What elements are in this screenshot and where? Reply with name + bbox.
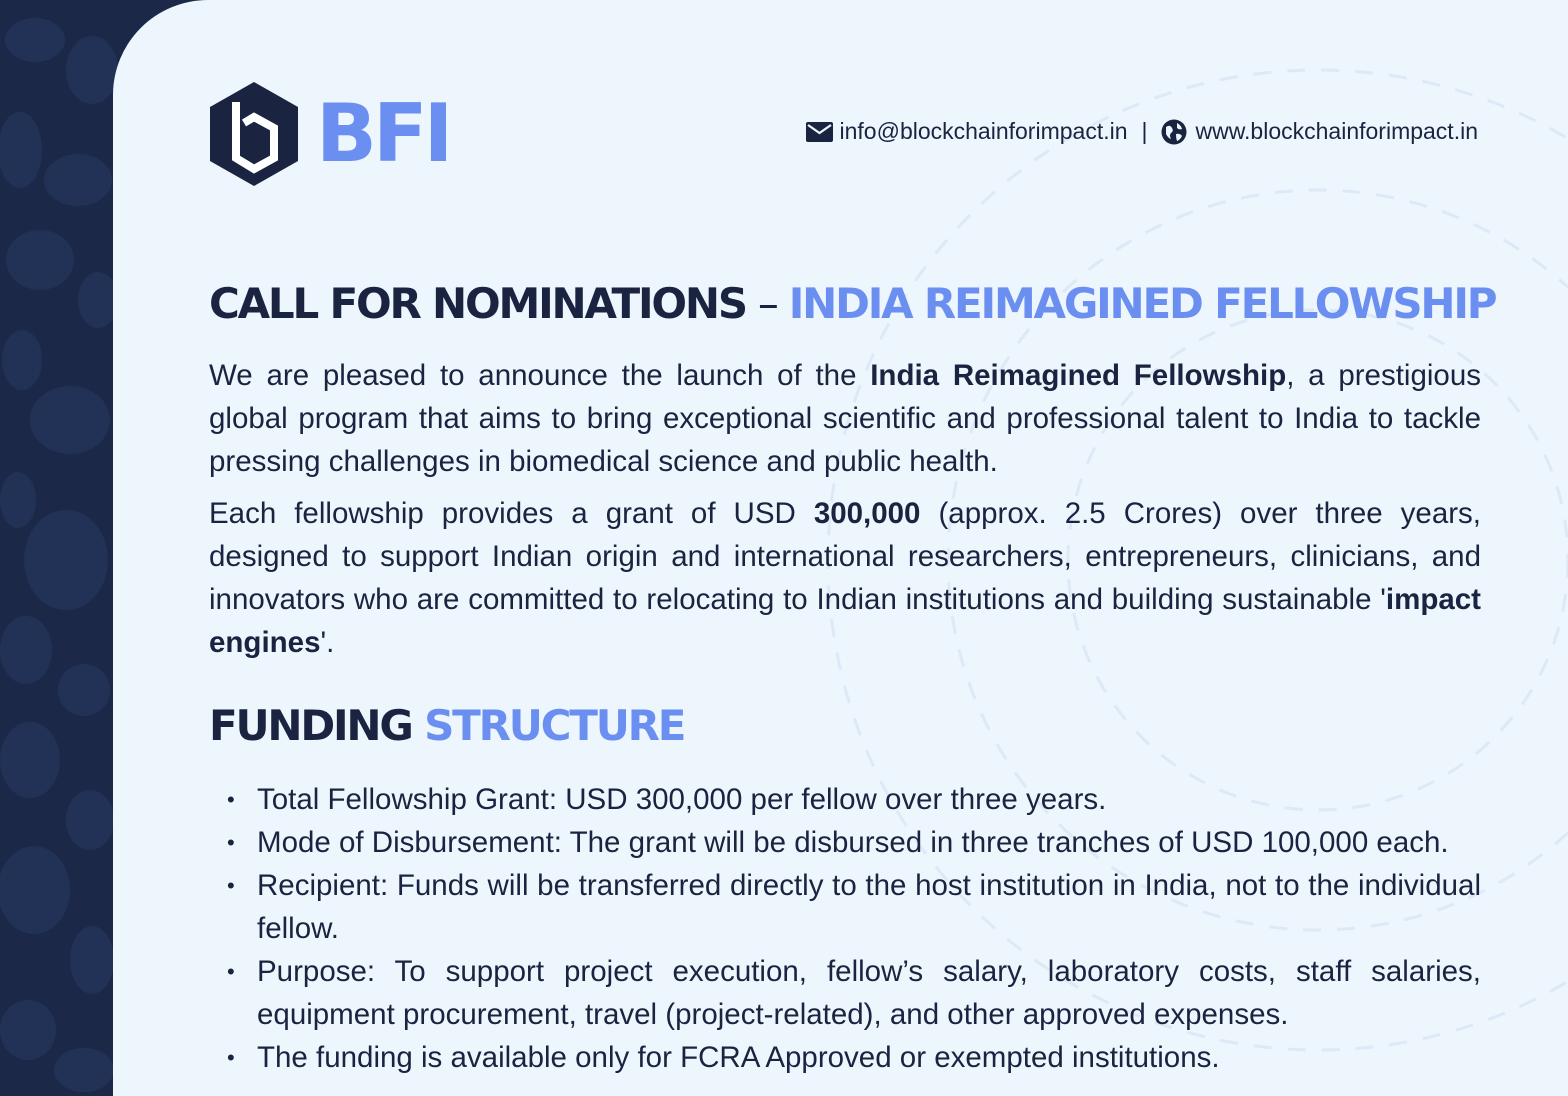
contact-bar — [806, 118, 1478, 145]
title-part-2: INDIA REIMAGINED FELLOWSHIP — [788, 279, 1496, 328]
intro-p2-text-b: (approx. 2.5 Crores) over three years, designed to support Indian origin and international researchers, entrepreneurs, clinicians, and innovators who are committed to relocating to Indian institutions and building sustainable ' — [209, 497, 1482, 616]
intro-p1-text-a: We are pleased to announce the launch of the — [209, 359, 871, 392]
document-card — [113, 0, 1568, 1096]
bullet-icon: • — [227, 959, 235, 984]
list-item-text: Recipient: Funds will be transferred directly to the host institution in India, not to the individual fellow. — [257, 869, 1481, 945]
list-item-text: Total Fellowship Grant: USD 300,000 per fellow over three years. — [257, 783, 1107, 816]
intro-p1-text-b: , a prestigious global program that aims to bring exceptional scientific and professional talent to India to tackle pressing challenges in biomedical science and public health. — [209, 359, 1481, 478]
mail-icon — [806, 122, 833, 142]
bullet-icon: • — [227, 830, 235, 855]
intro-p2-text-a: Each fellowship provides a grant of USD — [209, 497, 814, 530]
contact-email[interactable]: info@blockchainforimpact.in — [839, 118, 1128, 144]
fellowship-name: India Reimagined Fellowship — [870, 359, 1287, 392]
grant-amount: 300,000 — [813, 497, 921, 530]
globe-icon — [1161, 119, 1187, 145]
funding-heading-part-2: STRUCTURE — [424, 701, 685, 750]
list-item — [209, 1036, 1481, 1079]
contact-website[interactable]: www.blockchainforimpact.in — [1195, 118, 1478, 144]
brand-name: BFI — [316, 87, 450, 180]
funding-heading-part-1: FUNDING — [209, 701, 412, 750]
list-item — [209, 778, 1481, 821]
intro-paragraph-1 — [209, 354, 1481, 483]
impact-engines: impact engines — [209, 583, 1481, 659]
bullet-icon: • — [227, 1045, 235, 1070]
list-item-text: The funding is available only for FCRA Approved or exempted institutions. — [257, 1041, 1220, 1074]
title-part-1: CALL FOR NOMINATIONS — [209, 279, 746, 328]
intro-paragraph-2 — [209, 492, 1481, 664]
list-item — [209, 821, 1481, 864]
page-title — [209, 278, 1495, 330]
funding-heading — [209, 700, 684, 752]
bfi-hexagon-logo-icon — [208, 80, 300, 188]
bullet-icon: • — [227, 873, 235, 898]
list-item — [209, 950, 1481, 1036]
contact-separator: | — [1141, 118, 1148, 144]
list-item-text: Mode of Disbursement: The grant will be disbursed in three tranches of USD 100,000 each. — [257, 826, 1449, 859]
list-item — [209, 864, 1481, 950]
intro-p2-text-c: '. — [320, 626, 335, 659]
funding-list — [209, 778, 1481, 1079]
bullet-icon: • — [227, 787, 235, 812]
list-item-text: Purpose: To support project execution, fellow’s salary, laboratory costs, staff salaries, equipment procurement, travel (project-related), and other approved expenses. — [257, 955, 1481, 1031]
title-dash: – — [757, 279, 777, 328]
